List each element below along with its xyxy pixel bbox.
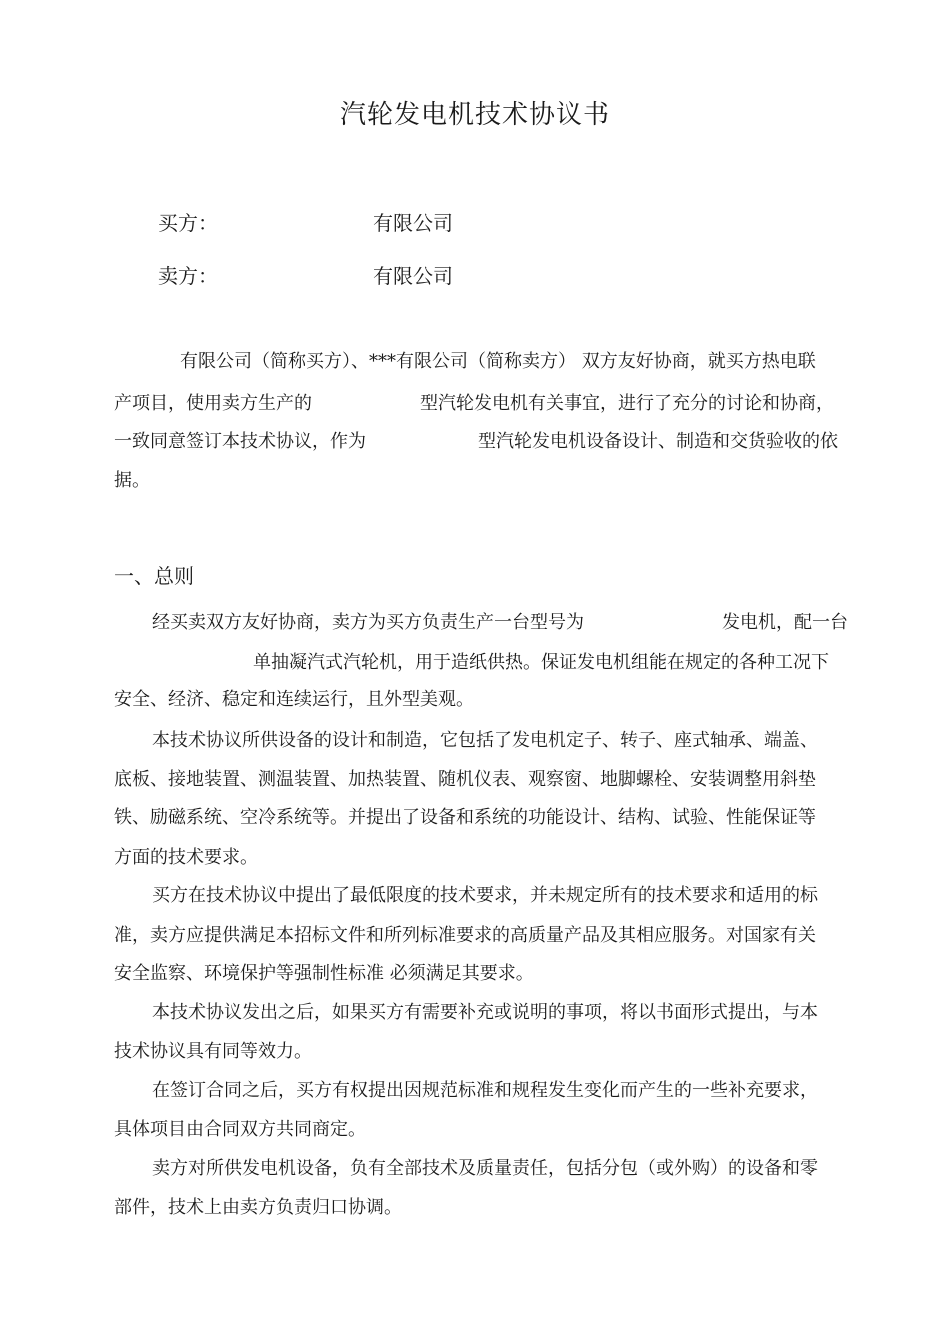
p6-line-1: 卖方对所供发电机设备，负有全部技术及质量责任，包括分包（或外购）的设备和零 [152, 1158, 818, 1179]
intro-line-1: 有限公司（简称买方）、***有限公司（简称卖方） 双方友好协商，就买方热电联 [180, 351, 816, 372]
p3-line-1: 买方在技术协议中提出了最低限度的技术要求，并未规定所有的技术要求和适用的标 [152, 885, 818, 906]
section-heading: 一、总则 [114, 564, 194, 588]
p4-line-1: 本技术协议发出之后，如果买方有需要补充或说明的事项，将以书面形式提出，与本 [152, 1002, 818, 1023]
p2-line-1: 本技术协议所供设备的设计和制造，它包括了发电机定子、转子、座式轴承、端盖、 [152, 730, 818, 751]
p1-line-1b: 发电机，配一台 [722, 612, 848, 633]
p1-line-1a: 经买卖双方友好协商，卖方为买方负责生产一台型号为 [152, 612, 584, 633]
intro-line-3b: 型汽轮发电机设备设计、制造和交货验收的依 [478, 431, 838, 452]
seller-value: 有限公司 [373, 264, 453, 288]
seller-row [158, 261, 453, 291]
p2-line-2: 底板、接地装置、测温装置、加热装置、随机仪表、观察窗、地脚螺栓、安装调整用斜垫 [114, 769, 816, 790]
buyer-row [158, 208, 453, 238]
p3-line-3: 安全监察、环境保护等强制性标准 必须满足其要求。 [114, 963, 534, 984]
intro-line-2b: 型汽轮发电机有关事宜，进行了充分的讨论和协商， [420, 393, 834, 414]
p1-line-3: 安全、经济、稳定和连续运行，且外型美观。 [114, 689, 474, 710]
intro-line-3a: 一致同意签订本技术协议，作为 [114, 431, 366, 452]
p4-line-2: 技术协议具有同等效力。 [114, 1041, 312, 1062]
p2-line-3: 铁、励磁系统、空冷系统等。并提出了设备和系统的功能设计、结构、试验、性能保证等 [114, 807, 816, 828]
intro-line-4: 据。 [114, 470, 150, 491]
p1-line-2: 单抽凝汽式汽轮机，用于造纸供热。保证发电机组能在规定的各种工况下 [253, 652, 829, 673]
intro-line-2a: 产项目，使用卖方生产的 [114, 393, 312, 414]
buyer-label: 买方： [158, 211, 218, 235]
seller-label: 卖方： [158, 264, 218, 288]
p2-line-4: 方面的技术要求。 [114, 847, 258, 868]
document-title: 汽轮发电机技术协议书 [339, 100, 610, 130]
p5-line-2: 具体项目由合同双方共同商定。 [114, 1119, 366, 1140]
p5-line-1: 在签订合同之后，买方有权提出因规范标准和规程发生变化而产生的一些补充要求， [152, 1080, 818, 1101]
p6-line-2: 部件，技术上由卖方负责归口协调。 [114, 1197, 402, 1218]
buyer-value: 有限公司 [373, 211, 453, 235]
p3-line-2: 准，卖方应提供满足本招标文件和所列标准要求的高质量产品及其相应服务。对国家有关 [114, 925, 816, 946]
